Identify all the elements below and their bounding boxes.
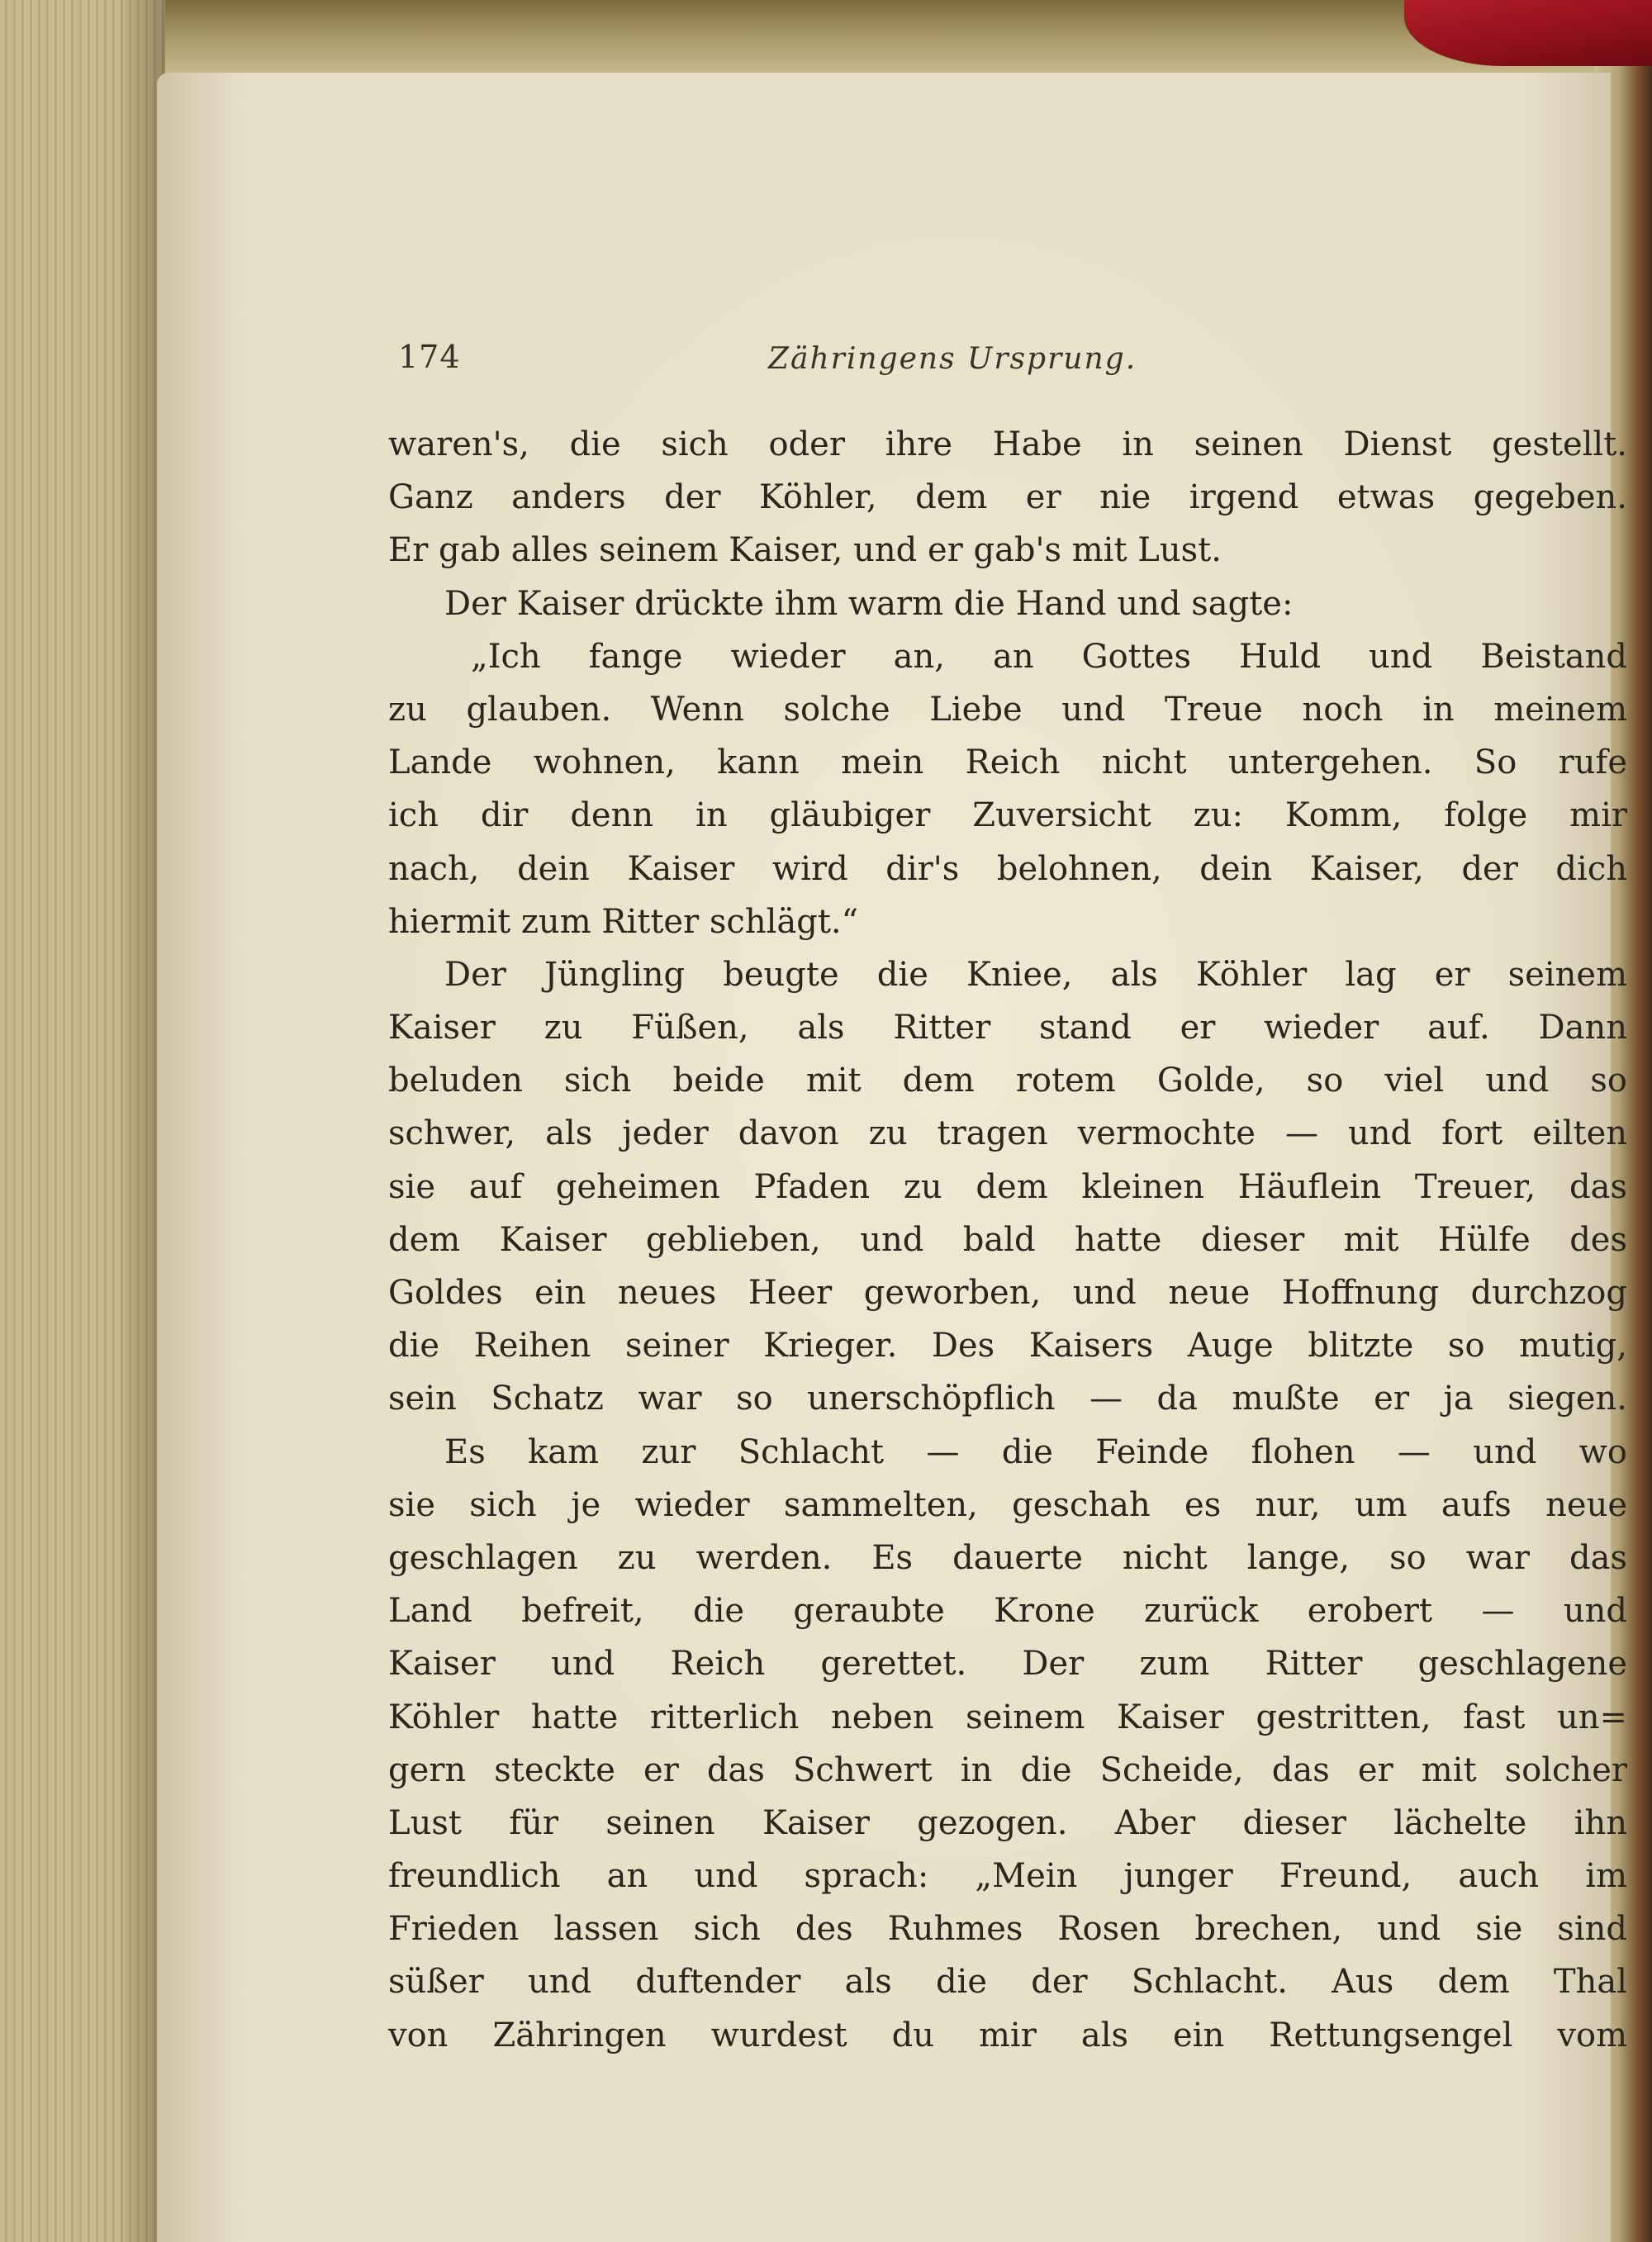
text-line: gern steckte er das Schwert in die Scheide, das er mit solcher: [388, 1750, 1627, 1789]
text-line: von Zähringen wurdest du mir als ein Rettungsengel vom: [388, 2016, 1627, 2054]
text-line: Goldes ein neues Heer geworben, und neue Hoffnung durchzog: [388, 1274, 1627, 1312]
text-line: waren's, die sich oder ihre Habe in seinen Dienst gestellt.: [388, 425, 1627, 463]
text-line: die Reihen seiner Krieger. Des Kaisers Auge blitzte so mutig,: [388, 1327, 1627, 1366]
text-line: Ganz anders der Köhler, dem er nie irgend etwas gegeben.: [388, 478, 1627, 517]
text-line: sie auf geheimen Pfaden zu dem kleinen Häuflein Treuer, das: [388, 1167, 1627, 1206]
text-line: hiermit zum Ritter schlägt.“: [388, 902, 859, 941]
text-line: nach, dein Kaiser wird dir's belohnen, dein Kaiser, der dich: [388, 849, 1627, 888]
body-text: [388, 418, 1627, 2062]
text-line: „Ich fange wieder an, an Gottes Huld und Beistand: [471, 637, 1627, 676]
text-line: beluden sich beide mit dem rotem Golde, so viel und so: [388, 1062, 1627, 1100]
text-line: freundlich an und sprach: „Mein junger Freund, auch im: [388, 1857, 1627, 1896]
text-line: Er gab alles seinem Kaiser, und er gab's mit Lust.: [388, 531, 1222, 570]
text-line: Kaiser und Reich gerettet. Der zum Ritter geschlagene: [388, 1645, 1627, 1684]
text-line: ich dir denn in gläubiger Zuversicht zu: Komm, folge mir: [388, 796, 1627, 835]
text-line: sein Schatz war so unerschöpflich — da mußte er ja siegen.: [388, 1380, 1627, 1418]
book-page: [157, 73, 1627, 2242]
text-line: Lande wohnen, kann mein Reich nicht untergehen. So rufe: [388, 743, 1627, 782]
page-number: 174: [398, 339, 461, 375]
running-head-title: Zähringens Ursprung.: [768, 342, 1137, 376]
text-line: schwer, als jeder davon zu tragen vermochte — und fort eilten: [388, 1114, 1627, 1153]
text-line: Der Kaiser drückte ihm warm die Hand und sagte:: [444, 584, 1294, 623]
text-line: zu glauben. Wenn solche Liebe und Treue noch in meinem: [388, 690, 1627, 729]
text-line: sie sich je wieder sammelten, geschah es nur, um aufs neue: [388, 1485, 1627, 1524]
text-line: dem Kaiser geblieben, und bald hatte dieser mit Hülfe des: [388, 1220, 1627, 1259]
text-line: Es kam zur Schlacht — die Feinde flohen — und wo: [444, 1432, 1627, 1471]
text-line: Der Jüngling beugte die Kniee, als Köhler lag er seinem: [444, 955, 1627, 994]
text-line: geschlagen zu werden. Es dauerte nicht lange, so war das: [388, 1538, 1627, 1577]
running-head: [157, 339, 1611, 388]
text-line: süßer und duftender als die der Schlacht. Aus dem Thal: [388, 1963, 1627, 2002]
text-line: Land befreit, die geraubte Krone zurück erobert — und: [388, 1592, 1627, 1631]
text-line: Köhler hatte ritterlich neben seinem Kaiser gestritten, fast un=: [388, 1698, 1627, 1736]
text-line: Frieden lassen sich des Ruhmes Rosen brechen, und sie sind: [388, 1910, 1627, 1949]
text-line: Lust für seinen Kaiser gezogen. Aber dieser lächelte ihn: [388, 1803, 1627, 1842]
text-line: Kaiser zu Füßen, als Ritter stand er wieder auf. Dann: [388, 1009, 1627, 1047]
